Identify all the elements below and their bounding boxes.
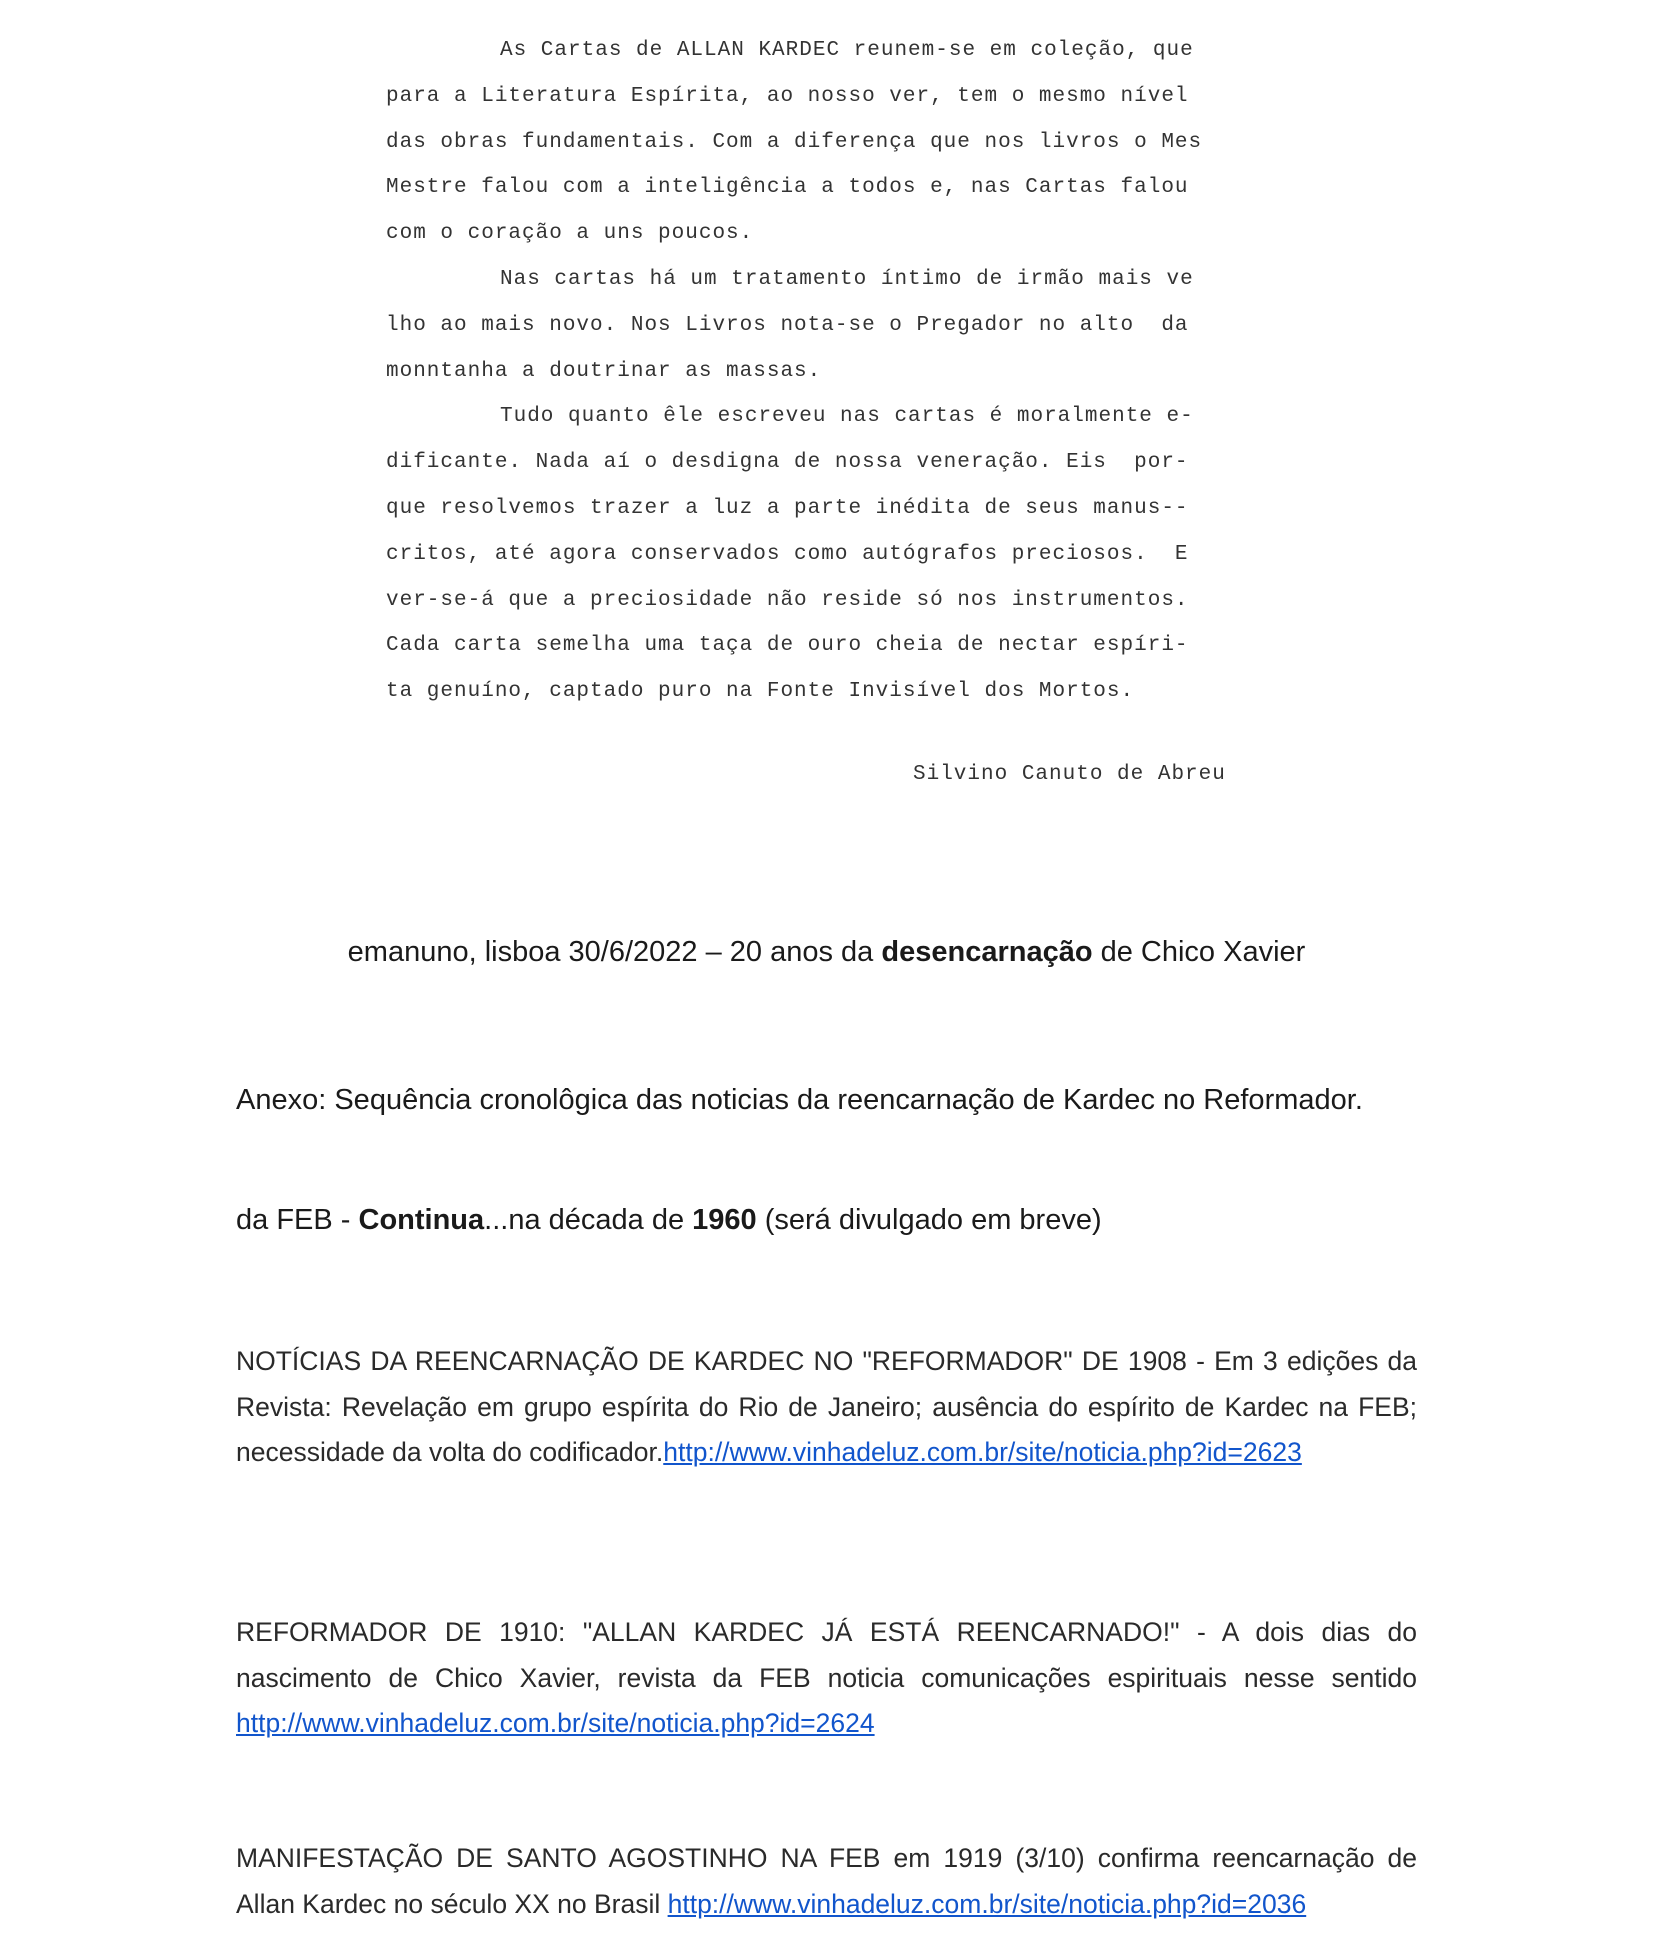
caption-bold-text: desencarnação bbox=[881, 936, 1093, 968]
news-text: REFORMADOR DE 1910: "ALLAN KARDEC JÁ ESTÁ REENCARNADO!" - A dois dias do nascimento de Chico Xavier, revista da FEB noticia comunicações espirituais nesse sentido bbox=[236, 1617, 1417, 1693]
letter-line: Nas cartas há um tratamento íntimo de irmão mais ve bbox=[500, 267, 1194, 291]
letter-line: critos, até agora conservados como autógrafos preciosos. E bbox=[386, 542, 1189, 566]
letter-line: lho ao mais novo. Nos Livros nota-se o Pregador no alto da bbox=[386, 313, 1189, 337]
letter-line: que resolvemos trazer a luz a parte inédita de seus manus-- bbox=[386, 496, 1189, 520]
letter-line: das obras fundamentais. Com a diferença que nos livros o Mes bbox=[386, 130, 1203, 154]
letter-line: monntanha a doutrinar as massas. bbox=[386, 359, 822, 383]
annex-heading: Anexo: Sequência cronolôgica das noticias da reencarnação de Kardec no Reformador. bbox=[236, 1084, 1363, 1116]
news-text: NOTÍCIAS DA REENCARNAÇÃO DE KARDEC NO "REFORMADOR" DE 1908 - Em 3 edições da Revista: Revelação em grupo espírita do Rio de Janeiro; ausência do espírito de Kardec na FEB; necessidade da volta do codificador. bbox=[236, 1346, 1417, 1467]
caption-text: de Chico Xavier bbox=[1092, 936, 1306, 968]
news-item-1910 bbox=[236, 1610, 1417, 1747]
letter-line: ta genuíno, captado puro na Fonte Invisível dos Mortos. bbox=[386, 680, 1135, 704]
continua-bold-year: 1960 bbox=[692, 1204, 757, 1236]
news-item-1908 bbox=[236, 1339, 1417, 1476]
letter-line: As Cartas de ALLAN KARDEC reunem-se em coleção, que bbox=[500, 39, 1194, 62]
news-item-1919 bbox=[236, 1836, 1417, 1927]
news-link-2036[interactable]: http://www.vinhadeluz.com.br/site/noticia.php?id=2036 bbox=[667, 1888, 1307, 1919]
letter-line: dificante. Nada aí o desdigna de nossa veneração. Eis por- bbox=[386, 451, 1189, 475]
caption-text: emanuno, lisboa 30/6/2022 – 20 anos da bbox=[347, 936, 882, 968]
letter-line: Cada carta semelha uma taça de ouro cheia de nectar espíri- bbox=[386, 634, 1189, 658]
continua-bold-text: Continua bbox=[358, 1204, 485, 1236]
letter-line: Tudo quanto êle escreveu nas cartas é moralmente e- bbox=[500, 405, 1194, 429]
news-link-2624[interactable]: http://www.vinhadeluz.com.br/site/noticia.php?id=2624 bbox=[236, 1708, 875, 1738]
news-link-2623[interactable]: http://www.vinhadeluz.com.br/site/noticia.php?id=2623 bbox=[663, 1437, 1302, 1467]
letter-line: Mestre falou com a inteligência a todos e, nas Cartas falou bbox=[386, 176, 1189, 200]
author-date-caption bbox=[0, 936, 1653, 969]
continua-text: ...na década de bbox=[484, 1204, 693, 1236]
letter-signature: Silvino Canuto de Abreu bbox=[913, 763, 1226, 786]
continua-text: da FEB - bbox=[236, 1204, 359, 1236]
letter-line: com o coração a uns poucos. bbox=[386, 222, 754, 246]
letter-line: ver-se-á que a preciosidade não reside só nos instrumentos. bbox=[386, 588, 1189, 612]
continua-text: (será divulgado em breve) bbox=[756, 1204, 1102, 1236]
news-text: MANIFESTAÇÃO DE SANTO AGOSTINHO NA FEB em 1919 (3/10) confirma reencarnação de Allan Kardec no século XX no Brasil bbox=[236, 1843, 1417, 1919]
continua-note bbox=[236, 1200, 1417, 1240]
letter-line: para a Literatura Espírita, ao nosso ver, tem o mesmo nível bbox=[386, 84, 1189, 108]
typewritten-letter bbox=[386, 28, 1236, 786]
